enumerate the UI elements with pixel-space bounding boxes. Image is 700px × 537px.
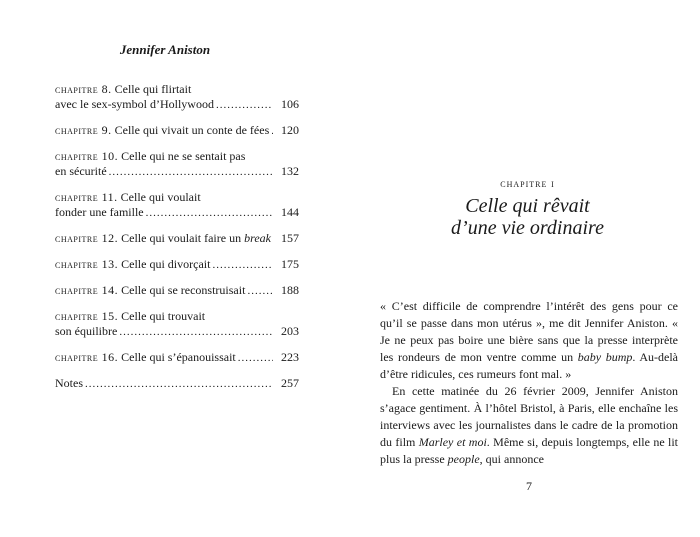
text-run-italic: baby bump — [577, 350, 633, 364]
toc-entry — [55, 257, 299, 273]
toc-entry — [55, 309, 299, 340]
text-run: « C’est difficile de comprendre l’intérêt des gens pour ce qu’il se passe dans mon utérus », me dit Jennifer Aniston. « Je ne peux pas boire une bière sans que la presse interprète les rondeurs de mon ventre comme un — [380, 299, 678, 364]
toc-entry-notes — [55, 376, 299, 392]
toc-title: son équilibre — [55, 324, 118, 338]
chapter-label: chapitre i — [500, 178, 555, 190]
toc-title: Celle qui voulait — [120, 190, 201, 204]
toc-entry — [55, 190, 299, 221]
toc-title: Celle qui vivait un conte de fées — [114, 123, 270, 137]
toc-title: fonder une famille — [55, 205, 144, 219]
toc-title: Celle qui voulait faire un — [121, 231, 245, 245]
toc-title-italic: break — [244, 231, 271, 245]
toc-page-number: 120 — [281, 123, 299, 137]
toc-entry — [55, 350, 299, 366]
paragraph — [380, 383, 678, 468]
chapter-title — [380, 195, 675, 239]
toc-title: Celle qui se reconstruisait — [121, 283, 246, 297]
toc-title: Celle qui divorçait — [121, 257, 211, 271]
toc-page-number: 132 — [281, 164, 299, 178]
toc-page-number: 223 — [281, 350, 299, 364]
toc-entry — [55, 123, 299, 139]
table-of-contents — [55, 82, 299, 402]
toc-page-number: 175 — [281, 257, 299, 271]
page-number: 7 — [526, 479, 532, 493]
toc-page-number: 188 — [281, 283, 299, 297]
dot-leader — [238, 351, 273, 366]
dot-leader — [146, 206, 273, 221]
toc-chapter-label: chapitre 13. — [55, 257, 119, 271]
toc-page-number: 106 — [281, 97, 299, 111]
dot-leader — [85, 377, 273, 392]
chapter-title-line: Celle qui rêvait — [465, 195, 590, 217]
text-run: En cette matinée du 26 février 2009, Jennifer Aniston s’agace gentiment. À l’hôtel Bristol, à Paris, elle enchaîne les interviews avec les journalistes dans le cadre de la promotion du film — [380, 384, 678, 449]
toc-chapter-label: chapitre 9. — [55, 123, 112, 137]
toc-title: en sécurité — [55, 164, 107, 178]
toc-page-number: 257 — [281, 376, 299, 390]
toc-chapter-label: chapitre 10. — [55, 149, 119, 163]
toc-page-number: 203 — [281, 324, 299, 338]
running-head: Jennifer Aniston — [119, 42, 211, 57]
toc-chapter-label: chapitre 15. — [55, 309, 119, 323]
toc-entry — [55, 283, 299, 299]
text-run-italic: Marley et moi — [418, 435, 487, 449]
dot-leader — [119, 325, 273, 340]
dot-leader — [247, 284, 273, 299]
toc-title: avec le sex-symbol d’Hollywood — [55, 97, 214, 111]
toc-title: Celle qui s’épanouissait — [121, 350, 236, 364]
dot-leader — [271, 124, 273, 139]
chapter-title-line: d’une vie ordinaire — [451, 217, 604, 239]
toc-entry — [55, 82, 299, 113]
text-run-italic: people — [447, 452, 480, 466]
dot-leader — [216, 98, 273, 113]
body-text — [380, 298, 678, 468]
toc-chapter-label: chapitre 8. — [55, 82, 112, 96]
right-page — [350, 0, 700, 537]
toc-entry — [55, 149, 299, 180]
text-run: . Au-delà d’être ridicules, ces rumeurs font mal. » — [380, 350, 678, 381]
toc-title: Celle qui flirtait — [114, 82, 192, 96]
text-run: . Même si, depuis longtemps, elle ne lit plus la presse — [380, 435, 679, 466]
toc-page-number: 144 — [281, 205, 299, 219]
toc-title: Celle qui ne se sentait pas — [121, 149, 246, 163]
toc-chapter-label: chapitre 14. — [55, 283, 119, 297]
dot-leader — [109, 165, 273, 180]
toc-entry — [55, 231, 299, 247]
toc-chapter-label: chapitre 11. — [55, 190, 118, 204]
toc-title: Celle qui trouvait — [121, 309, 206, 323]
toc-chapter-label: chapitre 12. — [55, 231, 119, 245]
toc-title: Notes — [55, 376, 83, 390]
dot-leader — [212, 258, 273, 273]
paragraph — [380, 298, 678, 383]
toc-chapter-label: chapitre 16. — [55, 350, 119, 364]
toc-page-number: 157 — [281, 231, 299, 245]
text-run: , qui annonce — [479, 452, 544, 466]
